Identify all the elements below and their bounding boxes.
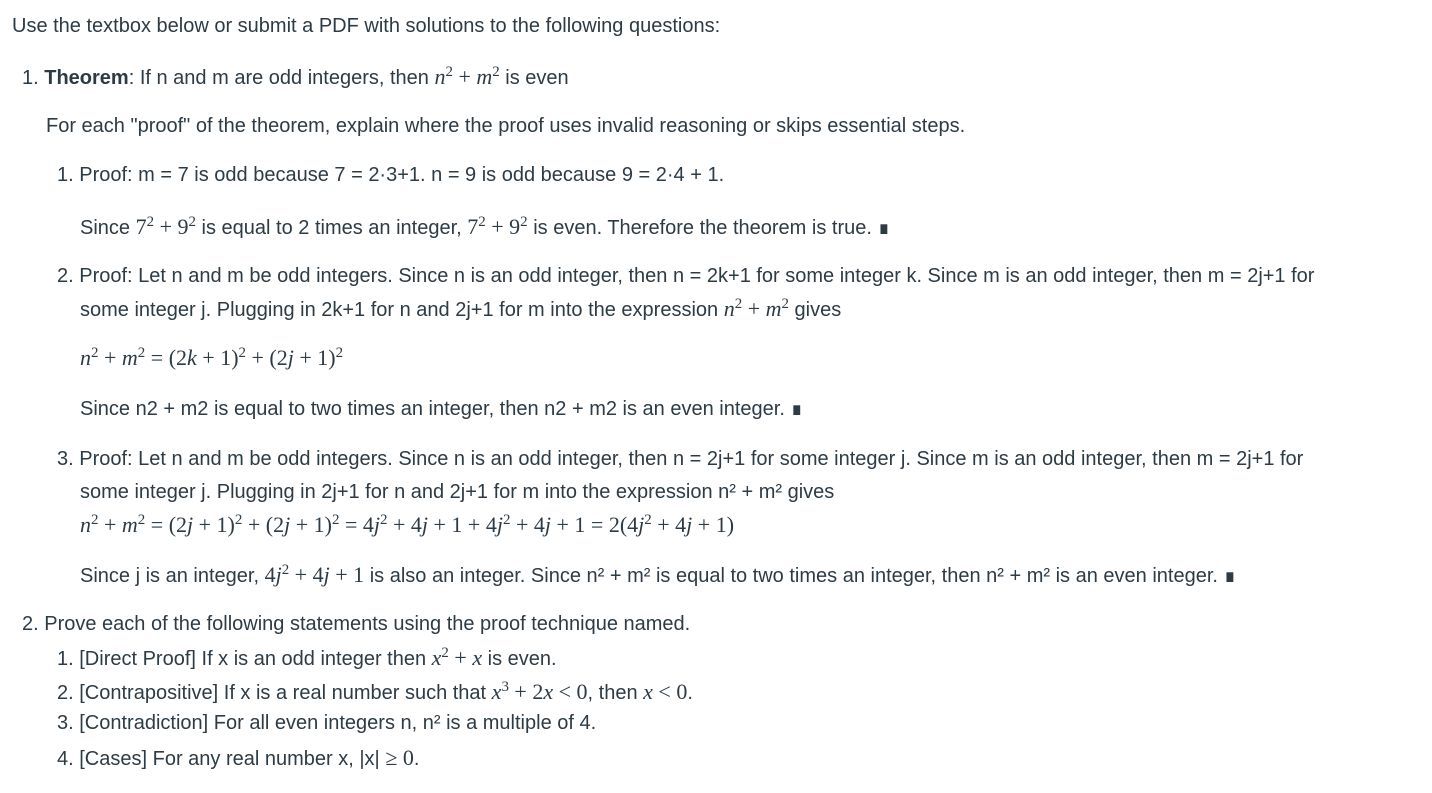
proof3-line1 [57, 447, 1303, 471]
q2-item-2 [57, 679, 693, 705]
proof2-line2-text: some integer j. Plugging in 2k+1 for n and 2j+1 for m into the expression [80, 299, 724, 321]
q1-theorem-end: is even [499, 67, 569, 89]
q2-item-3 [57, 711, 596, 735]
proof3-line2: some integer j. Plugging in 2j+1 for n and 2j+1 for m into the expression n² + m² gives [80, 481, 835, 503]
q2-item-2-expr2: x < 0 [643, 679, 688, 704]
q2-item-3-number: 3. [57, 712, 74, 734]
q2-item-4-text: [Cases] For any real number x, |x| [79, 748, 386, 770]
q2-item-4-number: 4. [57, 748, 74, 770]
proof3-text: Proof: Let n and m be odd integers. Since n is an odd integer, then n = 2j+1 for some integer j. Since m is an odd integer, then m = 2j+1 for [79, 448, 1304, 470]
proof2-line2-end: gives [789, 299, 842, 321]
q2-line [22, 612, 690, 636]
q2-item-4-expr: ≥ 0 [385, 745, 414, 770]
q2-item-4-end: . [413, 748, 420, 770]
q2-item-1-end: is even. [482, 648, 557, 670]
proof3-conclusion [80, 562, 1236, 588]
proof1-line1 [57, 163, 724, 187]
proof2-text: Proof: Let n and m be odd integers. Since n is an odd integer, then n = 2k+1 for some integer k. Since m is an odd integer, then m = 2j+1 for [79, 265, 1315, 287]
proof2-line2-expr: $n^2 + m^2$ [723, 295, 789, 321]
q2-text: Prove each of the following statements using the proof technique named. [44, 613, 691, 635]
q2-item-4 [57, 745, 419, 771]
q2-item-2-text: [Contrapositive] If x is a real number such that [79, 682, 492, 704]
proof3-number: 3. [57, 448, 74, 470]
intro-text: Use the textbox below or submit a PDF with solutions to the following questions: [12, 15, 721, 37]
proof2-line2 [80, 296, 841, 322]
q2-item-2-number: 2. [57, 682, 74, 704]
proof1-line2 [80, 214, 890, 240]
proof1-line2-a: Since [80, 217, 136, 239]
q2-item-3-text: [Contradiction] For all even integers n, n² is a multiple of 4. [79, 712, 597, 734]
q2-item-1 [57, 645, 557, 671]
q2-item-1-number: 1. [57, 648, 74, 670]
proof2-equation: $n^2 + m^2 = (2k + 1)^2 + (2j + 1)^2$ [80, 344, 344, 370]
q2-item-2-expr: $x^3 + 2x < 0$ [491, 678, 588, 704]
proof3-conclusion-a: Since j is an integer, [80, 565, 265, 587]
proof2-line1 [57, 264, 1314, 288]
proof3-conclusion-expr: $4j^2 + 4j + 1$ [264, 561, 365, 587]
q1-theorem-expr: $n^2 + m^2$ [434, 63, 500, 89]
proof1-line2-c: is even. Therefore the theorem is true. ∎ [527, 217, 891, 239]
proof1-number: 1. [57, 164, 74, 186]
q1-theorem-label: Theorem [44, 67, 129, 89]
q2-item-1-text: [Direct Proof] If x is an odd integer then [79, 648, 432, 670]
proof1-expr-a: $7^2 + 9^2$ [135, 213, 196, 239]
q2-item-1-expr: $x^2 + x$ [431, 644, 483, 670]
proof1-expr-b: $7^2 + 9^2$ [467, 213, 528, 239]
q2-number: 2. [22, 613, 39, 635]
q1-theorem-text: : If n and m are odd integers, then [128, 67, 435, 89]
proof2-number: 2. [57, 265, 74, 287]
q1-theorem-line [22, 64, 569, 90]
q1-instructions: For each "proof" of the theorem, explain where the proof uses invalid reasoning or skips essential steps. [46, 115, 966, 137]
q1-number: 1. [22, 67, 39, 89]
q2-item-2-end: . [687, 682, 693, 704]
proof1-text: Proof: m = 7 is odd because 7 = 2·3+1. n = 9 is odd because 9 = 2·4 + 1. [79, 164, 725, 186]
q2-item-2-mid: , then [587, 682, 644, 704]
proof3-equation: $n^2 + m^2 = (2j + 1)^2 + (2j + 1)^2 = 4j^2 + 4j + 1 + 4j^2 + 4j + 1 = 2(4j^2 + 4j + 1)$ [80, 511, 735, 537]
proof2-conclusion: Since n2 + m2 is equal to two times an integer, then n2 + m2 is an even integer. ∎ [80, 398, 804, 420]
proof1-line2-b: is equal to 2 times an integer, [195, 217, 468, 239]
proof3-conclusion-b: is also an integer. Since n² + m² is equal to two times an integer, then n² + m² is an even integer. ∎ [364, 565, 1237, 587]
